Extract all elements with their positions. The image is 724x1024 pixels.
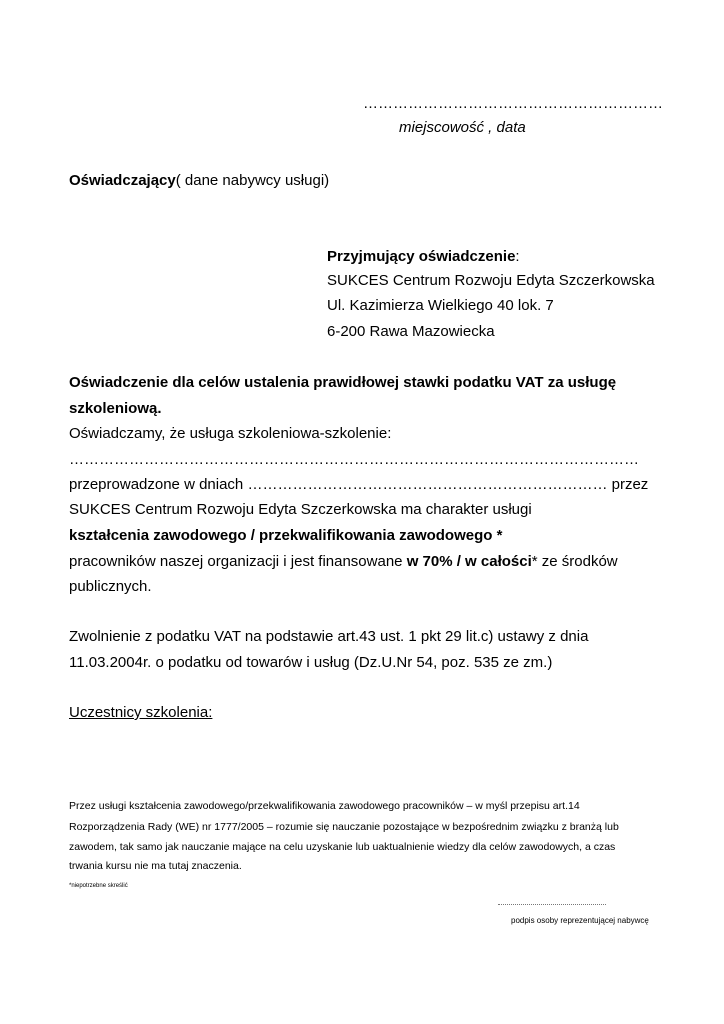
footnote-line4: trwania kursu nie ma tutaj znaczenia. — [69, 860, 242, 872]
statement-workers-bold: w 70% / w całości — [406, 553, 532, 570]
statement-nature: kształcenia zawodowego / przekwalifikowania zawodowego * — [69, 527, 503, 544]
participants-label: Uczestnicy szkolenia: — [69, 704, 213, 721]
signature-line — [498, 904, 606, 905]
statement-public: publicznych. — [69, 578, 152, 595]
place-date-label: miejscowość , data — [399, 119, 526, 136]
declarant-note: ( dane nabywcy usługi) — [175, 172, 330, 189]
footnote-line2: Rozporządzenia Rady (WE) nr 1777/2005 – rozumie się nauczanie pozostające w bezpośrednim związku z branżą lub — [69, 821, 619, 833]
recipient-colon: : — [515, 248, 520, 265]
recipient-city: 6-200 Rawa Mazowiecka — [327, 323, 495, 340]
statement-financing — [69, 552, 618, 572]
recipient-street: Ul. Kazimierza Wielkiego 40 lok. 7 — [327, 297, 554, 314]
statement-workers-suffix: * ze środków — [531, 553, 618, 570]
recipient-heading — [327, 247, 520, 267]
statement-conducted: przeprowadzone w dniach ……………………………………………………………… przez — [69, 476, 649, 493]
declarant-label: Oświadczający — [69, 172, 176, 189]
statement-workers-prefix: pracowników naszej organizacji i jest finansowane — [69, 553, 407, 570]
statement-title-line2: szkoleniową. — [69, 400, 162, 417]
exemption-line1: Zwolnienie z podatku VAT na podstawie art.43 ust. 1 pkt 29 lit.c) ustawy z dnia — [69, 628, 589, 645]
recipient-label: Przyjmujący oświadczenie — [327, 248, 516, 265]
place-date-dots: …………………………………………………… — [363, 95, 663, 112]
footnote-line3: zawodem, tak samo jak nauczanie mające na celu uzyskanie lub uaktualnienie wiedzy dla celów zawodowych, a czas — [69, 841, 616, 853]
recipient-name: SUKCES Centrum Rozwoju Edyta Szczerkowska — [327, 272, 655, 289]
statement-title-line1: Oświadczenie dla celów ustalenia prawidłowej stawki podatku VAT za usługę — [69, 374, 617, 391]
statement-intro: Oświadczamy, że usługa szkoleniowa-szkolenie: — [69, 425, 392, 442]
exemption-line2: 11.03.2004r. o podatku od towarów i usług (Dz.U.Nr 54, poz. 535 ze zm.) — [69, 654, 553, 671]
signature-label: podpis osoby reprezentującej nabywcę — [511, 916, 649, 925]
declarant-line — [69, 171, 329, 191]
statement-provider: SUKCES Centrum Rozwoju Edyta Szczerkowska ma charakter usługi — [69, 501, 532, 518]
footnote-strike-note: *niepotrzebne skreślić — [69, 883, 128, 889]
statement-dots-line: …………………………………………………………………………………………………… — [69, 451, 639, 468]
footnote-line1: Przez usługi kształcenia zawodowego/przekwalifikowania zawodowego pracowników – w myśl przepisu art.14 — [69, 800, 580, 812]
